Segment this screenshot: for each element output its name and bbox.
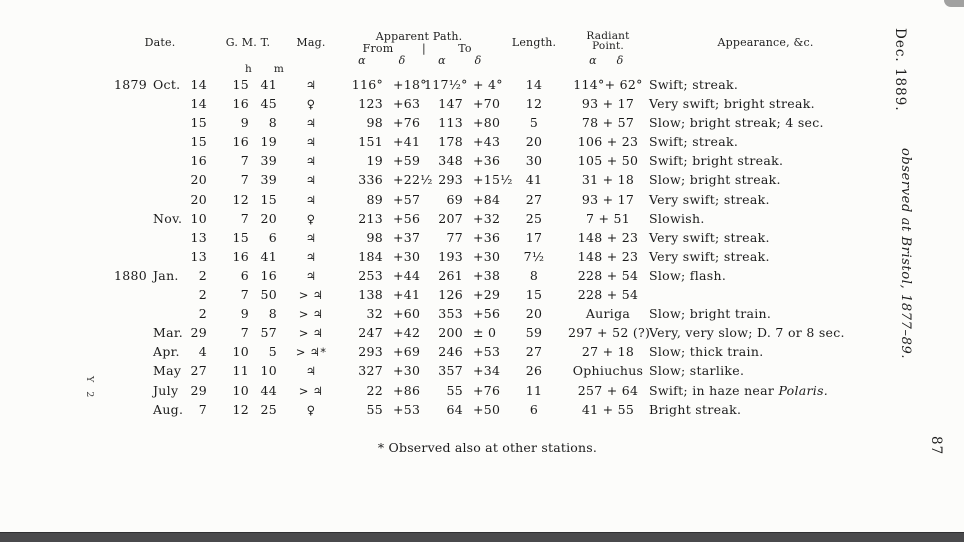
table-row bbox=[108, 77, 883, 96]
col-header-to: To bbox=[458, 42, 472, 55]
cell-month: Jan. bbox=[153, 267, 179, 283]
cell-length: 11 bbox=[525, 382, 543, 398]
cell-mag: ♃ bbox=[305, 173, 317, 188]
cell-to-a: 200 bbox=[438, 325, 463, 341]
cell-app: Very swift; bright streak. bbox=[649, 96, 815, 112]
scan-smudge bbox=[944, 0, 964, 7]
cell-app: Very swift; streak. bbox=[649, 248, 770, 264]
cell-to-a: 69 bbox=[446, 191, 463, 207]
cell-day: 13 bbox=[190, 229, 207, 245]
alpha-symbol: α bbox=[589, 54, 597, 67]
cell-day: 27 bbox=[190, 363, 207, 379]
cell-to-a: 246 bbox=[438, 344, 463, 360]
cell-m: 8 bbox=[268, 306, 277, 322]
cell-to-a: 55 bbox=[446, 382, 463, 398]
cell-radiant: 148 + 23 bbox=[577, 248, 639, 264]
cell-app: Swift; streak. bbox=[649, 134, 739, 150]
cell-month: July bbox=[153, 382, 179, 398]
cell-app: Slow; thick train. bbox=[649, 344, 764, 360]
cell-m: 39 bbox=[260, 153, 277, 169]
cell-m: 10 bbox=[260, 363, 277, 379]
cell-radiant: 105 + 50 bbox=[577, 153, 639, 169]
cell-radiant: 93 + 17 bbox=[581, 191, 635, 207]
cell-app: Slow; bright train. bbox=[649, 306, 772, 322]
cell-app: Very, very slow; D. 7 or 8 sec. bbox=[649, 325, 845, 341]
cell-to-a: 147 bbox=[438, 96, 463, 112]
cell-day: 2 bbox=[198, 267, 207, 283]
table-row bbox=[108, 287, 883, 306]
cell-to-d: + 4° bbox=[473, 77, 503, 92]
cell-mag: ♃ bbox=[305, 364, 317, 379]
cell-m: 45 bbox=[260, 96, 277, 112]
cell-to-d: +36 bbox=[473, 229, 501, 245]
cell-day: 14 bbox=[190, 77, 207, 92]
cell-to-a: 261 bbox=[438, 267, 463, 283]
cell-from-a: 247 bbox=[358, 325, 383, 341]
cell-from-d: +44 bbox=[393, 267, 421, 283]
table-row bbox=[108, 268, 883, 287]
table-row bbox=[108, 153, 883, 172]
cell-month: Apr. bbox=[153, 344, 180, 360]
cell-mag: > ♃ bbox=[298, 326, 324, 341]
cell-h: 7 bbox=[240, 210, 249, 226]
cell-from-a: 32 bbox=[366, 306, 383, 322]
cell-to-d: ± 0 bbox=[473, 325, 497, 341]
cell-from-a: 293 bbox=[358, 344, 383, 360]
cell-from-d: +18° bbox=[393, 77, 427, 92]
cell-h: 10 bbox=[232, 382, 249, 398]
cell-from-a: 151 bbox=[358, 134, 383, 150]
cell-from-d: +57 bbox=[393, 191, 421, 207]
cell-app: Swift; bright streak. bbox=[649, 153, 784, 169]
col-header-gmt: G. M. T. bbox=[225, 36, 271, 49]
cell-to-d: +53 bbox=[473, 344, 501, 360]
col-header-appearance: Appearance, &c. bbox=[717, 36, 814, 49]
cell-to-d: +70 bbox=[473, 96, 501, 112]
cell-h: 16 bbox=[232, 96, 249, 112]
cell-mag: ♀ bbox=[306, 402, 316, 417]
cell-from-a: 138 bbox=[358, 287, 383, 303]
cell-length: 6 bbox=[529, 401, 539, 417]
table-row bbox=[108, 383, 883, 402]
table-row bbox=[108, 363, 883, 382]
cell-length: 20 bbox=[525, 134, 543, 150]
cell-m: 5 bbox=[268, 344, 277, 360]
footnote: * Observed also at other stations. bbox=[377, 440, 598, 455]
cell-from-a: 184 bbox=[358, 248, 383, 264]
gmt-unit-minutes: m bbox=[273, 63, 284, 75]
cell-from-d: +56 bbox=[393, 210, 421, 226]
cell-m: 8 bbox=[268, 115, 277, 131]
cell-day: 20 bbox=[190, 172, 207, 188]
cell-h: 7 bbox=[240, 153, 249, 169]
cell-radiant: 257 + 64 bbox=[577, 382, 639, 398]
cell-day: 2 bbox=[198, 306, 207, 322]
table-row bbox=[108, 325, 883, 344]
cell-to-d: +36 bbox=[473, 153, 501, 169]
cell-h: 9 bbox=[240, 306, 249, 322]
col-header-from: From bbox=[362, 42, 394, 55]
cell-radiant: 114°+ 62° bbox=[573, 77, 643, 92]
table-row bbox=[108, 211, 883, 230]
cell-app: Slow; bright streak; 4 sec. bbox=[649, 115, 824, 131]
col-header-length: Length. bbox=[511, 36, 557, 49]
table-row bbox=[108, 96, 883, 115]
cell-from-d: +41 bbox=[393, 287, 421, 303]
cell-m: 20 bbox=[260, 210, 277, 226]
cell-month: May bbox=[153, 363, 182, 379]
alpha-symbol: α bbox=[358, 54, 366, 67]
delta-symbol: δ bbox=[616, 54, 624, 67]
cell-radiant: 297 + 52 (?) bbox=[568, 325, 651, 341]
cell-length: 15 bbox=[525, 287, 543, 303]
cell-to-a: 77 bbox=[446, 229, 463, 245]
cell-to-a: 64 bbox=[446, 401, 463, 417]
cell-from-a: 253 bbox=[358, 267, 383, 283]
cell-mag: ♃ bbox=[305, 135, 317, 150]
cell-h: 9 bbox=[240, 115, 249, 131]
cell-h: 12 bbox=[232, 401, 249, 417]
cell-length: 7½ bbox=[523, 248, 545, 264]
cell-to-a: 353 bbox=[438, 306, 463, 322]
cell-year: 1879 bbox=[114, 77, 148, 92]
cell-h: 11 bbox=[232, 363, 249, 379]
cell-month: Aug. bbox=[153, 401, 184, 417]
cell-month: Mar. bbox=[153, 325, 184, 341]
cell-length: 5 bbox=[529, 115, 539, 131]
col-header-apparent-path: Apparent Path. bbox=[375, 30, 463, 43]
cell-h: 16 bbox=[232, 134, 249, 150]
delta-symbol: δ bbox=[474, 54, 482, 67]
cell-from-d: +76 bbox=[393, 115, 421, 131]
col-header-radiant-line2: Point. bbox=[592, 40, 624, 52]
cell-m: 41 bbox=[260, 248, 277, 264]
col-header-mag: Mag. bbox=[296, 36, 326, 49]
table-row bbox=[108, 230, 883, 249]
cell-from-a: 55 bbox=[366, 401, 383, 417]
table-row bbox=[108, 172, 883, 191]
col-header-date: Date. bbox=[144, 36, 176, 49]
cell-h: 7 bbox=[240, 325, 249, 341]
observations-table bbox=[108, 0, 883, 430]
cell-h: 7 bbox=[240, 287, 249, 303]
scan-edge-bar bbox=[0, 532, 964, 542]
cell-to-d: +15½ bbox=[473, 172, 513, 188]
cell-from-a: 98 bbox=[366, 229, 383, 245]
cell-mag: ♀ bbox=[306, 211, 316, 226]
cell-radiant: Ophiuchus bbox=[572, 363, 644, 379]
cell-to-a: 293 bbox=[438, 172, 463, 188]
cell-length: 27 bbox=[525, 344, 543, 360]
cell-day: 13 bbox=[190, 248, 207, 264]
cell-app: Very swift; streak. bbox=[649, 191, 770, 207]
delta-symbol: δ bbox=[398, 54, 406, 67]
cell-app: Slow; flash. bbox=[649, 267, 727, 283]
cell-mag: > ♃ bbox=[298, 383, 324, 398]
cell-length: 30 bbox=[525, 153, 543, 169]
cell-mag: ♃ bbox=[305, 116, 317, 131]
cell-from-d: +59 bbox=[393, 153, 421, 169]
cell-m: 57 bbox=[260, 325, 277, 341]
cell-to-d: +38 bbox=[473, 267, 501, 283]
cell-h: 6 bbox=[240, 267, 249, 283]
path-separator: | bbox=[422, 42, 426, 55]
cell-to-a: 357 bbox=[438, 363, 463, 379]
cell-radiant: 228 + 54 bbox=[577, 287, 639, 303]
table-row bbox=[108, 249, 883, 268]
cell-app: Very swift; streak. bbox=[649, 229, 770, 245]
cell-from-a: 19 bbox=[366, 153, 383, 169]
cell-from-a: 98 bbox=[366, 115, 383, 131]
gmt-unit-hours: h bbox=[245, 63, 252, 75]
table-row bbox=[108, 192, 883, 211]
margin-header-title: observed at Bristol, 1877–89. bbox=[898, 148, 913, 360]
cell-h: 15 bbox=[232, 77, 249, 92]
table-row bbox=[108, 306, 883, 325]
cell-mag: > ♃* bbox=[295, 345, 327, 360]
cell-to-d: +76 bbox=[473, 382, 501, 398]
cell-h: 15 bbox=[232, 229, 249, 245]
cell-m: 19 bbox=[260, 134, 277, 150]
cell-from-d: +60 bbox=[393, 306, 421, 322]
cell-radiant: 41 + 55 bbox=[581, 401, 635, 417]
cell-day: 16 bbox=[190, 153, 207, 169]
cell-from-d: +30 bbox=[393, 248, 421, 264]
cell-day: 7 bbox=[198, 401, 207, 417]
cell-from-a: 116° bbox=[351, 77, 383, 92]
cell-mag: ♀ bbox=[306, 97, 316, 112]
cell-to-a: 117½° bbox=[424, 77, 468, 92]
cell-length: 14 bbox=[525, 77, 543, 92]
cell-year: 1880 bbox=[114, 267, 148, 283]
cell-to-d: +30 bbox=[473, 248, 501, 264]
cell-m: 15 bbox=[260, 191, 277, 207]
cell-mag: ♃ bbox=[305, 230, 317, 245]
cell-from-d: +41 bbox=[393, 134, 421, 150]
table-row bbox=[108, 134, 883, 153]
cell-radiant: 27 + 18 bbox=[581, 344, 635, 360]
cell-day: 29 bbox=[190, 382, 207, 398]
cell-length: 26 bbox=[525, 363, 543, 379]
cell-mag: ♃ bbox=[305, 268, 317, 283]
cell-from-a: 123 bbox=[358, 96, 383, 112]
cell-m: 25 bbox=[260, 401, 277, 417]
cell-to-d: +43 bbox=[473, 134, 501, 150]
cell-h: 12 bbox=[232, 191, 249, 207]
cell-m: 39 bbox=[260, 172, 277, 188]
cell-length: 20 bbox=[525, 306, 543, 322]
cell-radiant: 93 + 17 bbox=[581, 96, 635, 112]
cell-from-d: +30 bbox=[393, 363, 421, 379]
cell-from-a: 89 bbox=[366, 191, 383, 207]
cell-day: 14 bbox=[190, 96, 207, 112]
cell-to-a: 193 bbox=[438, 248, 463, 264]
cell-day: 15 bbox=[190, 115, 207, 131]
cell-app: Slow; starlike. bbox=[649, 363, 745, 379]
cell-mag: ♃ bbox=[305, 249, 317, 264]
cell-to-d: +56 bbox=[473, 306, 501, 322]
cell-radiant: 106 + 23 bbox=[577, 134, 639, 150]
cell-app: Bright streak. bbox=[649, 401, 742, 417]
cell-day: 29 bbox=[190, 325, 207, 341]
cell-from-d: +63 bbox=[393, 96, 421, 112]
cell-day: 20 bbox=[190, 191, 207, 207]
cell-length: 27 bbox=[525, 191, 543, 207]
cell-from-a: 336 bbox=[358, 172, 383, 188]
cell-to-d: +29 bbox=[473, 287, 501, 303]
cell-length: 59 bbox=[525, 325, 543, 341]
cell-to-a: 178 bbox=[438, 134, 463, 150]
cell-mag: > ♃ bbox=[298, 307, 324, 322]
cell-app: Swift; in haze near Polaris. bbox=[649, 382, 829, 398]
cell-from-d: +86 bbox=[393, 382, 421, 398]
cell-length: 17 bbox=[525, 229, 543, 245]
cell-m: 41 bbox=[260, 77, 277, 92]
table-row bbox=[108, 344, 883, 363]
cell-to-a: 207 bbox=[438, 210, 463, 226]
cell-from-d: +53 bbox=[393, 401, 421, 417]
cell-from-a: 327 bbox=[358, 363, 383, 379]
cell-to-a: 126 bbox=[438, 287, 463, 303]
cell-from-d: +42 bbox=[393, 325, 421, 341]
cell-length: 25 bbox=[525, 210, 543, 226]
cell-from-a: 22 bbox=[366, 382, 383, 398]
cell-radiant: 148 + 23 bbox=[577, 229, 639, 245]
table-row bbox=[108, 115, 883, 134]
cell-app: Slow; bright streak. bbox=[649, 172, 781, 188]
cell-to-a: 348 bbox=[438, 153, 463, 169]
cell-length: 12 bbox=[525, 96, 543, 112]
cell-mag: ♃ bbox=[305, 78, 317, 92]
cell-from-a: 213 bbox=[358, 210, 383, 226]
cell-day: 15 bbox=[190, 134, 207, 150]
cell-radiant: 31 + 18 bbox=[581, 172, 635, 188]
cell-radiant: 7 + 51 bbox=[585, 210, 631, 226]
cell-to-a: 113 bbox=[438, 115, 463, 131]
cell-length: 41 bbox=[525, 172, 543, 188]
cell-to-d: +84 bbox=[473, 191, 501, 207]
cell-mag: > ♃ bbox=[298, 288, 324, 303]
cell-app: Swift; streak. bbox=[649, 77, 739, 92]
cell-m: 44 bbox=[260, 382, 277, 398]
table-row bbox=[108, 402, 883, 421]
cell-day: 10 bbox=[190, 210, 207, 226]
cell-radiant: Auriga bbox=[585, 306, 631, 322]
cell-radiant: 228 + 54 bbox=[577, 267, 639, 283]
col-header-radiant-line1: Radiant bbox=[586, 30, 630, 42]
cell-h: 10 bbox=[232, 344, 249, 360]
cell-from-d: +69 bbox=[393, 344, 421, 360]
cell-from-d: +37 bbox=[393, 229, 421, 245]
cell-to-d: +34 bbox=[473, 363, 501, 379]
cell-day: 4 bbox=[198, 344, 207, 360]
alpha-symbol: α bbox=[438, 54, 446, 67]
cell-day: 2 bbox=[198, 287, 207, 303]
page-number: 87 bbox=[928, 436, 944, 456]
cell-h: 16 bbox=[232, 248, 249, 264]
cell-length: 8 bbox=[529, 267, 539, 283]
italic-star-name: Polaris. bbox=[778, 382, 829, 398]
margin-header-date: Dec. 1889. bbox=[892, 28, 908, 112]
cell-mag: ♃ bbox=[305, 154, 317, 169]
cell-mag: ♃ bbox=[305, 192, 317, 207]
cell-month: Nov. bbox=[153, 210, 183, 226]
cell-app: Slowish. bbox=[649, 210, 705, 226]
cell-to-d: +50 bbox=[473, 401, 501, 417]
cell-m: 6 bbox=[268, 229, 277, 245]
cell-m: 50 bbox=[260, 287, 277, 303]
cell-from-d: +22½ bbox=[393, 172, 433, 188]
cell-radiant: 78 + 57 bbox=[581, 115, 635, 131]
cell-m: 16 bbox=[260, 267, 277, 283]
printer-signature-mark: Y 2 bbox=[84, 376, 95, 401]
cell-h: 7 bbox=[240, 172, 249, 188]
cell-to-d: +80 bbox=[473, 115, 501, 131]
table-rows bbox=[108, 77, 883, 421]
cell-month: Oct. bbox=[153, 77, 181, 92]
cell-to-d: +32 bbox=[473, 210, 501, 226]
